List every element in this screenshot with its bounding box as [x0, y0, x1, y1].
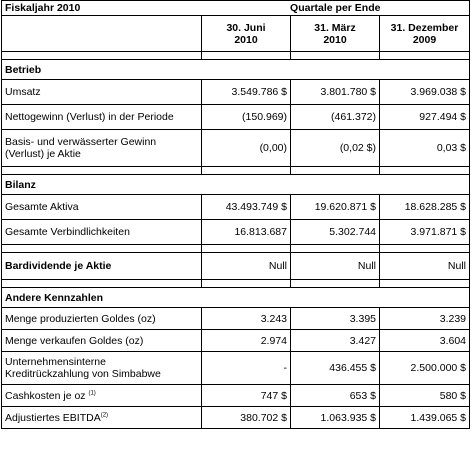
- column-header-dec-2009: 31. Dezember 2009: [380, 16, 470, 52]
- cell-value: 3.243: [202, 308, 291, 330]
- cell-value: -: [202, 352, 291, 385]
- cell-value: 43.493.749 $: [202, 195, 291, 220]
- cell-value: Null: [202, 253, 291, 280]
- row-label: Umsatz: [2, 80, 202, 105]
- cell-value: 580 $: [380, 385, 470, 407]
- cell-value: (0,02 $): [291, 130, 380, 167]
- spacer: [2, 280, 470, 288]
- cell-value: 5.302.744: [291, 220, 380, 245]
- cell-value: 3.427: [291, 330, 380, 352]
- cell-value: 380.702 $: [202, 407, 291, 429]
- spacer: [2, 167, 470, 175]
- cell-value: 16.813.687: [202, 220, 291, 245]
- cell-value: 19.620.871 $: [291, 195, 380, 220]
- cell-value: 1.063.935 $: [291, 407, 380, 429]
- row-label: Menge verkaufen Goldes (oz): [2, 330, 202, 352]
- section-title-betrieb: Betrieb: [2, 60, 470, 80]
- footnote-marker: (1): [88, 390, 96, 396]
- fiscal-year-label: Fiskaljahr 2010: [2, 1, 202, 16]
- row-label: Gesamte Verbindlichkeiten: [2, 220, 202, 245]
- cell-value: (461.372): [291, 105, 380, 130]
- section-bilanz: [2, 175, 470, 195]
- cell-value: 3.801.780 $: [291, 80, 380, 105]
- cell-value: 747 $: [202, 385, 291, 407]
- row-label: Adjustiertes EBITDA$^{(2)}$: [2, 407, 202, 429]
- row-label: Unternehmensinterne Kreditrückzahlung von Simbabwe: [2, 352, 202, 385]
- row-label: Basis- und verwässerter Gewinn (Verlust) je Aktie: [2, 130, 202, 167]
- cell-value: 3.969.038 $: [380, 80, 470, 105]
- table-row: [2, 330, 470, 352]
- row-label: Nettogewinn (Verlust) in der Periode: [2, 105, 202, 130]
- cell-value: Null: [291, 253, 380, 280]
- cell-value: 0,03 $: [380, 130, 470, 167]
- section-betrieb: [2, 60, 470, 80]
- table-row: [2, 195, 470, 220]
- column-header-mar-2010: 31. März 2010: [291, 16, 380, 52]
- table-row: [2, 352, 470, 385]
- cell-value: 18.628.285 $: [380, 195, 470, 220]
- table-row: [2, 105, 470, 130]
- cell-value: 436.455 $: [291, 352, 380, 385]
- cell-value: (150.969): [202, 105, 291, 130]
- table-row: [2, 385, 470, 407]
- cell-value: 1.439.065 $: [380, 407, 470, 429]
- cell-value: 3.395: [291, 308, 380, 330]
- cell-value: 3.239: [380, 308, 470, 330]
- quarters-title: Quartale per Ende: [202, 1, 470, 16]
- spacer: [2, 52, 470, 60]
- cell-value: 3.971.871 $: [380, 220, 470, 245]
- row-label: Gesamte Aktiva: [2, 195, 202, 220]
- cell-value: 3.604: [380, 330, 470, 352]
- spacer: [2, 245, 470, 253]
- row-label: Menge produzierten Goldes (oz): [2, 308, 202, 330]
- section-title-dividende: Bardividende je Aktie: [2, 253, 202, 280]
- cell-value: 2.500.000 $: [380, 352, 470, 385]
- row-label: Cashkosten je oz $^{(1)}$: [2, 385, 202, 407]
- cell-value: 653 $: [291, 385, 380, 407]
- cell-value: Null: [380, 253, 470, 280]
- table-row: [2, 80, 470, 105]
- cell-value: 3.549.786 $: [202, 80, 291, 105]
- column-header-jun-2010: 30. Juni 2010: [202, 16, 291, 52]
- column-header-blank: [2, 16, 202, 52]
- section-title-bilanz: Bilanz: [2, 175, 470, 195]
- table-row: [2, 130, 470, 167]
- cell-value: 2.974: [202, 330, 291, 352]
- title-row: [2, 1, 470, 16]
- section-kennzahlen: [2, 288, 470, 308]
- section-title-kennzahlen: Andere Kennzahlen: [2, 288, 470, 308]
- table-row: [2, 407, 470, 429]
- table-row: [2, 220, 470, 245]
- cell-value: (0,00): [202, 130, 291, 167]
- cell-value: 927.494 $: [380, 105, 470, 130]
- table-row: [2, 308, 470, 330]
- financial-table: [1, 0, 470, 429]
- section-dividende: [2, 253, 470, 280]
- column-header-row: [2, 16, 470, 52]
- footnote-marker: (2): [100, 412, 109, 418]
